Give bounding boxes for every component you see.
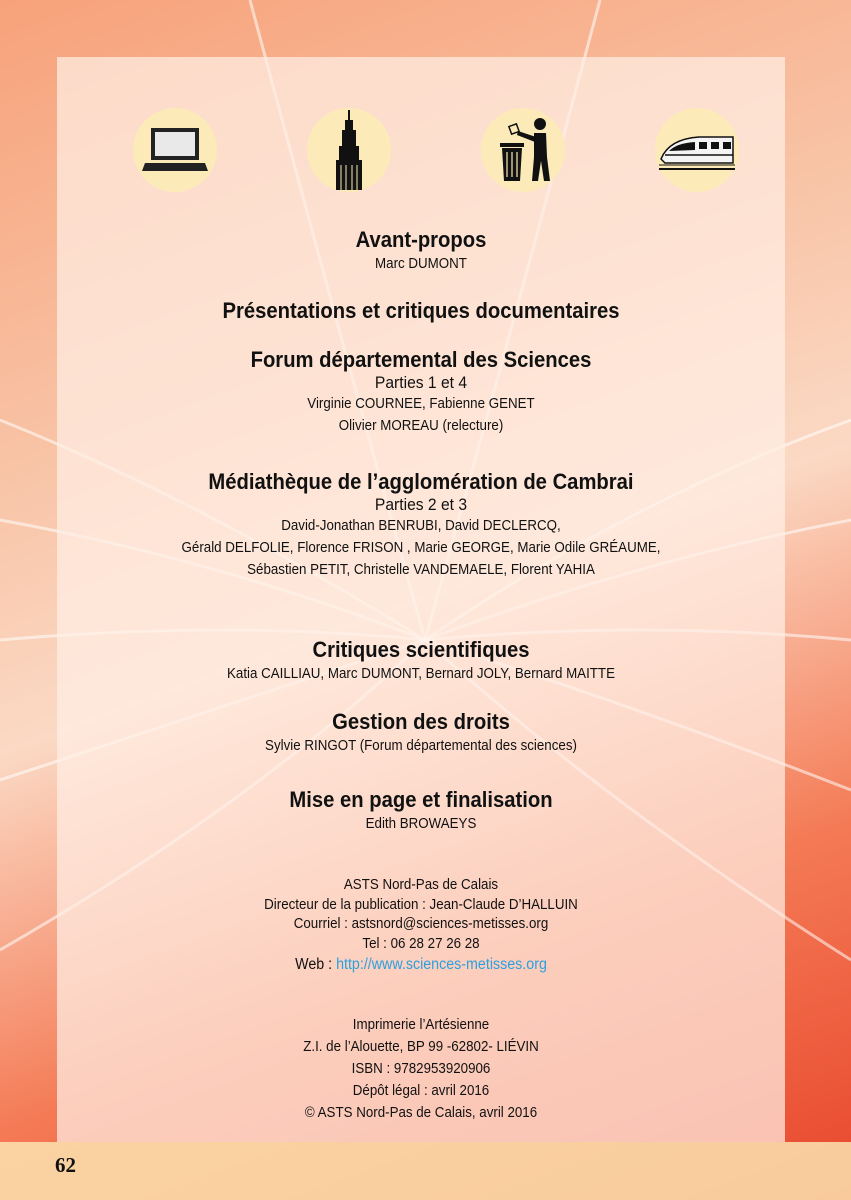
train-icon [655,108,739,192]
forum-line1: Virginie COURNEE, Fabienne GENET [307,396,535,412]
critiques-authors: Katia CAILLIAU, Marc DUMONT, Bernard JOLY, Bernard MAITTE [227,666,615,682]
imprimerie-name: Imprimerie l’Artésienne [352,1017,490,1033]
mediatheque-parts: Parties 2 et 3 [374,495,468,514]
gestion-authors: Sylvie RINGOT (Forum départemental des sciences) [265,738,577,754]
trash-bin-icon [481,108,565,192]
web-label: Web : [295,956,337,973]
mediatheque-line3: Sébastien PETIT, Christelle VANDEMAELE, Florent YAHIA [247,562,595,578]
asts-tel: Tel : 06 28 27 26 28 [362,935,480,952]
gestion-section [57,709,785,757]
mediatheque-line2: Gérald DELFOLIE, Florence FRISON , Marie GEORGE, Marie Odile GRÉAUME, [181,540,661,556]
avant-propos-author: Marc DUMONT [375,256,467,272]
laptop-icon [133,108,217,192]
asts-web [86,954,756,976]
skyscraper-icon [307,108,391,192]
imprimerie-depot: Dépôt légal : avril 2016 [352,1083,490,1099]
web-link[interactable]: http://www.sciences-metisses.org [336,956,547,973]
page-number: 62 [55,1153,76,1177]
content-panel [57,57,785,1142]
mediatheque-title: Médiathèque de l’agglomération de Cambrai [208,469,634,494]
asts-section [57,876,785,976]
presentations-title: Présentations et critiques documentaires [222,298,620,323]
imprimerie-isbn: ISBN : 9782953920906 [351,1061,491,1077]
critiques-title: Critiques scientifiques [312,637,530,662]
forum-title: Forum départemental des Sciences [250,347,592,372]
imprimerie-copyright: © ASTS Nord-Pas de Calais, avril 2016 [304,1105,538,1121]
mediatheque-line1: David-Jonathan BENRUBI, David DECLERCQ, [281,518,561,534]
imprimerie-section [57,1014,785,1124]
imprimerie-address: Z.I. de l’Alouette, BP 99 -62802- LIÉVIN [303,1039,539,1055]
forum-line2: Olivier MOREAU (relecture) [338,418,504,434]
asts-director: Directeur de la publication : Jean-Claude D’HALLUIN [264,896,578,913]
mise-en-page-section [57,787,785,835]
avant-propos-title: Avant-propos [355,227,487,252]
icon-row [0,0,851,200]
gestion-title: Gestion des droits [332,709,510,734]
asts-name: ASTS Nord-Pas de Calais [343,877,499,893]
forum-section [57,347,785,437]
presentations-section [57,298,785,324]
avant-propos-section [57,227,785,275]
critiques-section [57,637,785,685]
asts-email: Courriel : astsnord@sciences-metisses.org [293,916,549,932]
mediatheque-section [57,469,785,581]
forum-parts: Parties 1 et 4 [374,373,468,392]
mise-en-page-authors: Edith BROWAEYS [365,816,477,832]
mise-en-page-title: Mise en page et finalisation [289,787,553,812]
